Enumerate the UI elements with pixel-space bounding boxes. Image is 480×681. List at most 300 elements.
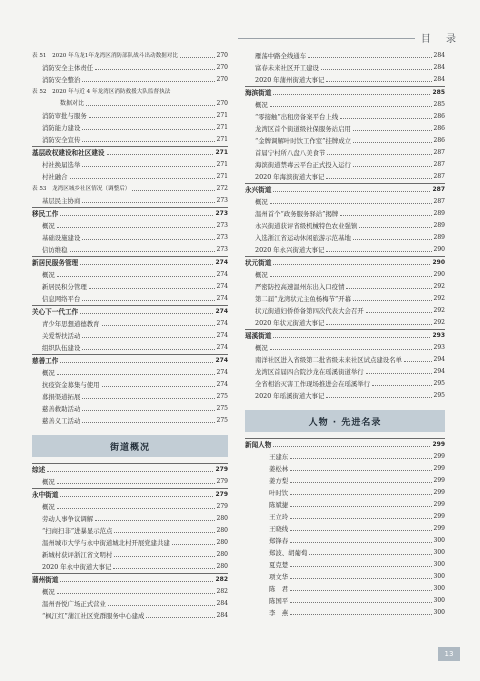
toc-entry[interactable] bbox=[32, 537, 228, 549]
toc-entry[interactable] bbox=[32, 391, 228, 403]
toc-leader-dots bbox=[290, 458, 431, 459]
toc-leader-dots bbox=[82, 129, 214, 130]
toc-leader-dots bbox=[327, 154, 431, 155]
toc-entry-title: 慈善工作 bbox=[32, 357, 59, 365]
toc-section-entry[interactable] bbox=[32, 574, 228, 586]
toc-entry[interactable] bbox=[245, 269, 445, 281]
toc-entry[interactable] bbox=[32, 476, 228, 488]
toc-entry-title: 状元街道妇侨侨备第四次代表大会召开 bbox=[255, 307, 364, 315]
header-title: 目 录 bbox=[415, 30, 462, 45]
toc-entry-title: 叶时饮 bbox=[269, 489, 289, 497]
toc-page-number: 274 bbox=[216, 271, 228, 278]
toc-entry[interactable] bbox=[245, 583, 445, 595]
toc-page-number: 273 bbox=[216, 234, 228, 241]
toc-entry[interactable] bbox=[245, 595, 445, 607]
toc-entry-title: 李 燕 bbox=[269, 609, 289, 617]
toc-section-entry[interactable] bbox=[245, 330, 445, 342]
toc-entry-title: 概况 bbox=[42, 369, 55, 377]
toc-leader-dots bbox=[82, 202, 214, 203]
toc-section-entry[interactable] bbox=[32, 208, 228, 220]
right-top-list bbox=[245, 50, 445, 402]
toc-entry[interactable] bbox=[245, 208, 445, 220]
toc-entry-title: 基层民主协商 bbox=[42, 197, 81, 205]
toc-entry[interactable] bbox=[32, 220, 228, 232]
toc-leader-dots bbox=[270, 276, 432, 277]
toc-leader-dots bbox=[80, 313, 213, 314]
toc-entry[interactable] bbox=[32, 134, 228, 146]
toc-leader-dots bbox=[82, 398, 214, 399]
toc-section-entry[interactable] bbox=[32, 464, 228, 476]
toc-leader-dots bbox=[359, 227, 431, 228]
toc-leader-dots bbox=[82, 81, 214, 82]
toc-page-number: 284 bbox=[433, 76, 445, 83]
toc-leader-dots bbox=[290, 482, 431, 483]
toc-entry[interactable] bbox=[32, 86, 228, 98]
toc-leader-dots bbox=[290, 602, 431, 603]
toc-page-number: 299 bbox=[433, 489, 445, 496]
toc-entry[interactable] bbox=[32, 244, 228, 256]
toc-page-number: 274 bbox=[216, 369, 228, 376]
toc-leader-dots bbox=[70, 178, 215, 179]
toc-section-entry[interactable] bbox=[245, 184, 445, 196]
toc-entry[interactable] bbox=[245, 354, 445, 366]
toc-leader-dots bbox=[326, 397, 431, 398]
toc-leader-dots bbox=[270, 349, 432, 350]
toc-entry[interactable] bbox=[245, 123, 445, 135]
toc-entry[interactable] bbox=[245, 559, 445, 571]
toc-page-number: 294 bbox=[433, 356, 445, 363]
toc-entry[interactable] bbox=[245, 317, 445, 329]
toc-page-number: 285 bbox=[432, 89, 445, 96]
toc-page-number: 273 bbox=[216, 222, 228, 229]
toc-page-number: 300 bbox=[433, 609, 445, 616]
toc-entry[interactable] bbox=[32, 330, 228, 342]
toc-page-number: 282 bbox=[215, 576, 228, 583]
toc-entry-title: 概况 bbox=[255, 271, 268, 279]
toc-leader-dots bbox=[290, 590, 431, 591]
toc-page-number: 289 bbox=[433, 210, 445, 217]
toc-entry[interactable] bbox=[32, 74, 228, 86]
toc-page-number: 280 bbox=[216, 539, 228, 546]
toc-entry[interactable] bbox=[245, 135, 445, 147]
toc-leader-dots bbox=[82, 239, 214, 240]
toc-page-number: 273 bbox=[215, 210, 228, 217]
toc-page-number: 287 bbox=[432, 186, 445, 193]
toc-page-number: 292 bbox=[433, 319, 445, 326]
toc-section-entry[interactable] bbox=[245, 439, 445, 451]
toc-leader-dots bbox=[326, 178, 431, 179]
toc-entry-title: 陈国平 bbox=[269, 597, 289, 605]
toc-entry[interactable] bbox=[245, 99, 445, 111]
toc-entry-title: 陈斌捷 bbox=[269, 501, 289, 509]
toc-leader-dots bbox=[82, 410, 214, 411]
toc-page-number: 292 bbox=[433, 283, 445, 290]
toc-entry[interactable] bbox=[245, 342, 445, 354]
toc-leader-dots bbox=[172, 544, 215, 545]
toc-page-number: 287 bbox=[433, 161, 445, 168]
toc-entry[interactable] bbox=[32, 183, 228, 195]
toc-leader-dots bbox=[82, 166, 214, 167]
toc-entry[interactable] bbox=[32, 610, 228, 622]
toc-entry[interactable] bbox=[32, 159, 228, 171]
toc-entry[interactable] bbox=[32, 525, 228, 537]
toc-page-number: 289 bbox=[433, 234, 445, 241]
toc-entry-title: 海滨街道禁毒云平台正式投入运行 bbox=[255, 161, 351, 169]
toc-entry[interactable] bbox=[245, 535, 445, 547]
toc-entry[interactable] bbox=[245, 571, 445, 583]
toc-entry-title: 概况 bbox=[42, 271, 55, 279]
toc-entry[interactable] bbox=[32, 281, 228, 293]
toc-page-number: 279 bbox=[215, 491, 228, 498]
toc-entry-title: 信息网络平台 bbox=[42, 295, 81, 303]
toc-leader-dots bbox=[372, 385, 432, 386]
toc-entry-title: 夏克楚 bbox=[269, 561, 289, 569]
toc-entry-title: 概况 bbox=[42, 503, 55, 511]
toc-entry-title: 抗疫资金募集与使用 bbox=[42, 381, 100, 389]
toc-section-entry[interactable] bbox=[245, 87, 445, 99]
toc-entry[interactable] bbox=[245, 232, 445, 244]
toc-entry[interactable] bbox=[32, 561, 228, 573]
toc-entry-title: 首届宁村所八盘八美食节 bbox=[255, 149, 326, 157]
toc-entry[interactable] bbox=[32, 379, 228, 391]
toc-page-number: 286 bbox=[433, 113, 445, 120]
toc-entry[interactable] bbox=[245, 378, 445, 390]
toc-entry-title: 劳动人事争议调解 bbox=[42, 515, 94, 523]
toc-page-number: 299 bbox=[432, 441, 445, 448]
toc-page-number: 275 bbox=[216, 405, 228, 412]
toc-entry-title: 龙湾区首届四合院沙龙在瑶溪街道举行 bbox=[255, 368, 364, 376]
left-bottom-list bbox=[32, 463, 228, 622]
toc-entry-title: 概况 bbox=[255, 198, 268, 206]
toc-entry-title: 新城村获评浙江省文明村 bbox=[42, 551, 113, 559]
toc-page-number: 274 bbox=[216, 332, 228, 339]
toc-entry-title: 概况 bbox=[42, 478, 55, 486]
toc-entry-title: 新居民积分管理 bbox=[42, 283, 87, 291]
toc-entry[interactable] bbox=[245, 111, 445, 123]
toc-page-number: 287 bbox=[433, 149, 445, 156]
toc-leader-dots bbox=[273, 337, 430, 338]
toc-entry-title: 2020 年瑶溪街道大事记 bbox=[255, 392, 325, 400]
toc-entry-title: 村社换届选举 bbox=[42, 161, 81, 169]
toc-page-number: 300 bbox=[433, 585, 445, 592]
toc-entry-title: 南洋社区进入省级第二批省级未来社区试点建设名单 bbox=[255, 356, 402, 364]
toc-entry-title: 数据对比 bbox=[60, 100, 85, 107]
toc-leader-dots bbox=[82, 349, 214, 350]
toc-entry[interactable] bbox=[32, 269, 228, 281]
toc-entry-title: 青少年思想道德教育 bbox=[42, 320, 100, 328]
toc-leader-dots bbox=[89, 288, 215, 289]
toc-leader-dots bbox=[180, 57, 215, 58]
toc-page-number: 295 bbox=[433, 392, 445, 399]
toc-entry-title: 永兴街道 bbox=[245, 186, 272, 194]
toc-page-number: 292 bbox=[433, 307, 445, 314]
toc-entry[interactable] bbox=[32, 598, 228, 610]
toc-section-entry[interactable] bbox=[32, 489, 228, 501]
toc-page-number: 282 bbox=[216, 588, 228, 595]
toc-page-number: 290 bbox=[433, 271, 445, 278]
toc-page-number: 271 bbox=[215, 149, 228, 156]
toc-entry[interactable] bbox=[245, 244, 445, 256]
toc-entry-title: 信访维稳 bbox=[42, 246, 68, 254]
toc-leader-dots bbox=[60, 496, 213, 497]
toc-entry-title: “金牌调解叶时饮工作室”挂牌成立 bbox=[255, 137, 352, 145]
toc-entry[interactable] bbox=[32, 62, 228, 74]
toc-leader-dots bbox=[308, 57, 431, 58]
toc-page-number: 286 bbox=[433, 125, 445, 132]
toc-leader-dots bbox=[326, 251, 431, 252]
toc-page-number: 280 bbox=[216, 563, 228, 570]
toc-entry[interactable] bbox=[32, 415, 228, 427]
toc-entry[interactable] bbox=[245, 159, 445, 171]
toc-entry-title: 状元街道 bbox=[245, 259, 272, 267]
toc-leader-dots bbox=[290, 518, 431, 519]
toc-leader-dots bbox=[353, 239, 432, 240]
toc-entry[interactable] bbox=[245, 281, 445, 293]
toc-entry-title: 姜方梨 bbox=[269, 477, 289, 485]
toc-leader-dots bbox=[102, 325, 215, 326]
toc-leader-dots bbox=[82, 337, 214, 338]
toc-entry[interactable] bbox=[245, 523, 445, 535]
toc-entry[interactable] bbox=[245, 171, 445, 183]
toc-entry[interactable] bbox=[245, 487, 445, 499]
toc-entry[interactable] bbox=[245, 50, 445, 62]
toc-entry-title: 消防安全主体责任 bbox=[42, 64, 94, 72]
toc-entry[interactable] bbox=[245, 451, 445, 463]
toc-page-number: 274 bbox=[215, 357, 228, 364]
toc-entry[interactable] bbox=[32, 318, 228, 330]
toc-entry-title: 富春未来社区开工建设 bbox=[255, 64, 319, 72]
toc-entry-title: 第二届“龙湾状元主鱼杨梅节”开幕 bbox=[255, 295, 352, 303]
toc-entry[interactable] bbox=[32, 513, 228, 525]
toc-page-number: 299 bbox=[433, 453, 445, 460]
toc-entry-title: “零接触”出租房备案平台上线 bbox=[255, 113, 339, 121]
toc-section-entry[interactable] bbox=[32, 257, 228, 269]
toc-entry-title: 王立玲 bbox=[269, 513, 289, 521]
toc-entry[interactable] bbox=[245, 62, 445, 74]
toc-page-number: 270 bbox=[216, 76, 228, 83]
toc-page-number: 292 bbox=[433, 295, 445, 302]
toc-leader-dots bbox=[340, 118, 431, 119]
toc-entry-title: 陈 君 bbox=[269, 585, 289, 593]
toc-page-number: 271 bbox=[216, 161, 228, 168]
toc-page-number: 290 bbox=[432, 259, 445, 266]
toc-entry-title: 温州首个“政务服务驿站”揭牌 bbox=[255, 210, 339, 218]
toc-page-number: 271 bbox=[216, 173, 228, 180]
toc-page-number: 284 bbox=[216, 612, 228, 619]
toc-leader-dots bbox=[113, 568, 214, 569]
toc-leader-dots bbox=[108, 605, 215, 606]
toc-leader-dots bbox=[82, 300, 214, 301]
toc-page-number: 295 bbox=[433, 380, 445, 387]
toc-page-number: 274 bbox=[216, 295, 228, 302]
toc-entry[interactable] bbox=[245, 220, 445, 232]
toc-page-number: 289 bbox=[433, 222, 445, 229]
toc-leader-dots bbox=[107, 154, 214, 155]
toc-entry[interactable] bbox=[245, 499, 445, 511]
toc-section-entry[interactable] bbox=[32, 355, 228, 367]
toc-leader-dots bbox=[270, 203, 432, 204]
toc-entry-title: “枫江红”蒲江社区党群服务中心建成 bbox=[42, 612, 145, 620]
toc-entry[interactable] bbox=[245, 305, 445, 317]
toc-page-number: 284 bbox=[216, 600, 228, 607]
toc-page-number: 299 bbox=[433, 465, 445, 472]
toc-entry-title: 2020 年永中街道大事记 bbox=[42, 563, 112, 571]
toc-leader-dots bbox=[290, 506, 431, 507]
toc-leader-dots bbox=[47, 471, 213, 472]
toc-page-number: 274 bbox=[216, 381, 228, 388]
toc-entry[interactable] bbox=[245, 74, 445, 86]
toc-entry[interactable] bbox=[32, 50, 228, 62]
toc-leader-dots bbox=[309, 554, 431, 555]
toc-leader-dots bbox=[132, 190, 214, 191]
toc-entry-title: 基层政权建设和社区建设 bbox=[32, 149, 105, 157]
toc-page-number: 300 bbox=[433, 549, 445, 556]
toc-leader-dots bbox=[102, 386, 215, 387]
toc-entry-title: 概况 bbox=[42, 222, 55, 230]
toc-leader-dots bbox=[353, 142, 432, 143]
toc-page-number: 285 bbox=[433, 101, 445, 108]
toc-entry-title: 严密防控高速温州东出入口疫情 bbox=[255, 283, 345, 291]
toc-leader-dots bbox=[80, 264, 213, 265]
toc-entry-title: 表 53 龙湾区城乡社区情况（调整后） bbox=[32, 186, 131, 192]
toc-entry-title: 移民工作 bbox=[32, 210, 59, 218]
toc-leader-dots bbox=[89, 117, 215, 118]
toc-page-number: 280 bbox=[216, 551, 228, 558]
toc-entry-title: 入选浙江省运动休闲旅游示范基地 bbox=[255, 234, 351, 242]
right-column bbox=[245, 50, 445, 619]
toc-entry[interactable] bbox=[32, 232, 228, 244]
toc-entry[interactable] bbox=[245, 607, 445, 619]
toc-leader-dots bbox=[290, 494, 431, 495]
toc-leader-dots bbox=[82, 422, 214, 423]
toc-entry-title: 综述 bbox=[32, 466, 46, 474]
toc-entry-title: 关心下一代工作 bbox=[32, 308, 79, 316]
toc-leader-dots bbox=[346, 288, 431, 289]
toc-page-number: 279 bbox=[216, 478, 228, 485]
toc-leader-dots bbox=[366, 373, 432, 374]
toc-entry-title: 村社融合 bbox=[42, 173, 68, 181]
toc-page-number: 271 bbox=[216, 124, 228, 131]
toc-entry[interactable] bbox=[32, 549, 228, 561]
toc-leader-dots bbox=[60, 215, 213, 216]
toc-entry[interactable] bbox=[32, 293, 228, 305]
toc-page-number: 300 bbox=[433, 537, 445, 544]
toc-entry[interactable] bbox=[32, 367, 228, 379]
toc-entry-title: 雁荡中路全线通车 bbox=[255, 52, 307, 60]
toc-entry[interactable] bbox=[245, 196, 445, 208]
toc-leader-dots bbox=[290, 542, 431, 543]
toc-entry[interactable] bbox=[32, 98, 228, 110]
toc-entry[interactable] bbox=[245, 293, 445, 305]
page-number: 13 bbox=[438, 647, 460, 661]
toc-leader-dots bbox=[57, 374, 215, 375]
toc-page-number: 275 bbox=[216, 417, 228, 424]
toc-page-number: 271 bbox=[216, 112, 228, 119]
toc-leader-dots bbox=[340, 215, 431, 216]
toc-entry-title: 募捐渠道拓展 bbox=[42, 393, 81, 401]
toc-page-number: 274 bbox=[215, 259, 228, 266]
toc-leader-dots bbox=[57, 227, 215, 228]
toc-page-number: 273 bbox=[216, 197, 228, 204]
left-top-list bbox=[32, 50, 228, 427]
toc-entry-title: 龙湾区首个街道级社保服务站启用 bbox=[255, 125, 351, 133]
toc-leader-dots bbox=[60, 581, 213, 582]
section-banner-people: 人物 · 先进名录 bbox=[245, 410, 445, 432]
toc-entry-title: 基础设施建设 bbox=[42, 234, 81, 242]
toc-entry[interactable] bbox=[32, 122, 228, 134]
toc-section-entry[interactable] bbox=[245, 257, 445, 269]
toc-leader-dots bbox=[290, 566, 431, 567]
toc-entry[interactable] bbox=[245, 511, 445, 523]
toc-entry[interactable] bbox=[32, 110, 228, 122]
toc-page-number: 293 bbox=[432, 332, 445, 339]
toc-page-number: 274 bbox=[216, 283, 228, 290]
toc-entry[interactable] bbox=[245, 366, 445, 378]
page-header bbox=[0, 0, 480, 52]
toc-leader-dots bbox=[326, 81, 431, 82]
toc-leader-dots bbox=[114, 556, 214, 557]
toc-page-number: 287 bbox=[433, 198, 445, 205]
toc-leader-dots bbox=[273, 94, 430, 95]
toc-entry-title: “扫商扫非”进暴显示范点 bbox=[42, 527, 113, 535]
toc-entry-title: 关爱帮扶活动 bbox=[42, 332, 81, 340]
toc-entry-title: 组织队伍建设 bbox=[42, 344, 81, 352]
toc-entry[interactable] bbox=[32, 342, 228, 354]
toc-page-number: 299 bbox=[433, 525, 445, 532]
toc-entry-title: 新闻人物 bbox=[245, 441, 272, 449]
toc-entry-title: 慈善义工活动 bbox=[42, 417, 81, 425]
toc-page-number: 300 bbox=[433, 561, 445, 568]
toc-leader-dots bbox=[290, 578, 431, 579]
toc-leader-dots bbox=[366, 312, 432, 313]
toc-leader-dots bbox=[290, 614, 431, 615]
toc-page-number: 280 bbox=[216, 515, 228, 522]
toc-entry[interactable] bbox=[245, 475, 445, 487]
toc-entry-title: 2020 年海滨街道大事记 bbox=[255, 173, 325, 181]
toc-entry-title: 永中街道 bbox=[32, 491, 59, 499]
toc-entry[interactable] bbox=[245, 390, 445, 402]
toc-page-number: 275 bbox=[216, 393, 228, 400]
toc-page-number: 300 bbox=[433, 597, 445, 604]
toc-entry[interactable] bbox=[32, 501, 228, 513]
toc-page-number: 272 bbox=[216, 185, 228, 192]
toc-page-number: 280 bbox=[216, 527, 228, 534]
toc-page-number: 294 bbox=[433, 368, 445, 375]
toc-entry[interactable] bbox=[32, 586, 228, 598]
toc-entry[interactable] bbox=[245, 463, 445, 475]
toc-leader-dots bbox=[326, 324, 431, 325]
toc-entry-title: 温州城市大学与永中街道城北村开展党建共建 bbox=[42, 539, 170, 547]
toc-entry-title: 蒲州街道 bbox=[32, 576, 59, 584]
toc-entry-title: 瑶溪街道 bbox=[245, 332, 272, 340]
toc-entry[interactable] bbox=[245, 547, 445, 559]
toc-section-entry[interactable] bbox=[32, 147, 228, 159]
toc-entry[interactable] bbox=[32, 403, 228, 415]
toc-section-entry[interactable] bbox=[32, 306, 228, 318]
toc-entry[interactable] bbox=[32, 171, 228, 183]
toc-page-number: 274 bbox=[215, 308, 228, 315]
toc-page-number: 300 bbox=[433, 573, 445, 580]
toc-entry-title: 2020 年状元街道大事记 bbox=[255, 319, 325, 327]
toc-leader-dots bbox=[57, 276, 215, 277]
toc-entry[interactable] bbox=[32, 195, 228, 207]
toc-leader-dots bbox=[95, 520, 214, 521]
toc-page-number: 299 bbox=[433, 477, 445, 484]
toc-entry-title: 项文华 bbox=[269, 573, 289, 581]
toc-leader-dots bbox=[57, 483, 215, 484]
toc-leader-dots bbox=[353, 130, 432, 131]
toc-entry[interactable] bbox=[245, 147, 445, 159]
